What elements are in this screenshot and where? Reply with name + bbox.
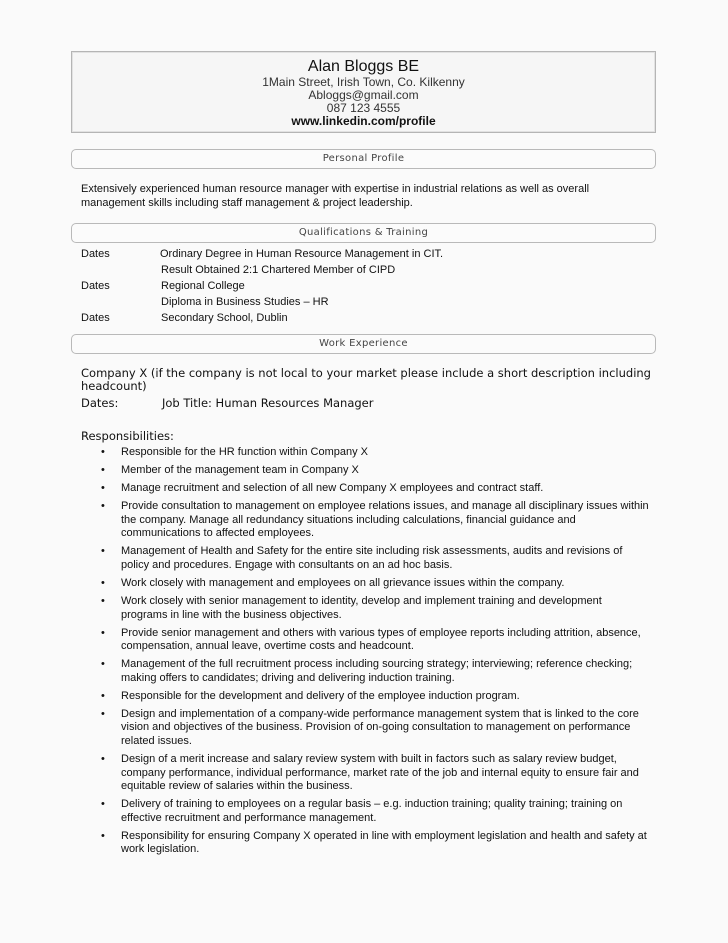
responsibility-text: Work closely with senior management to identity, develop and implement training and development programs in line with the business objectives.: [121, 595, 602, 621]
bullet-icon: •: [101, 798, 105, 811]
responsibility-text: Manage recruitment and selection of all new Company X employees and contract staff.: [121, 482, 544, 495]
responsibility-item: [81, 545, 651, 572]
section-work-experience: Work Experience: [71, 334, 656, 354]
bullet-icon: •: [101, 446, 105, 458]
email: Abloggs@gmail.com: [308, 88, 419, 102]
profile-text: [81, 183, 661, 210]
responsibility-text: Work closely with management and employees on all grievance issues within the company.: [121, 576, 565, 589]
responsibility-text: Design of a merit increase and salary review system with built in factors such as salary review budget, company performance, individual performance, market rate of the job and internal equity to ensure fair and equitable review of salaries within the business.: [121, 753, 639, 793]
responsibility-text: Delivery of training to employees on a regular basis – e.g. induction training; quality training; training on effective recruitment and performance management.: [121, 798, 623, 824]
address: 1Main Street, Irish Town, Co. Kilkenny: [262, 75, 465, 89]
responsibility-text: Design and implementation of a company-wide performance management system that is linked to the core vision and objectives of the business. Provision of on-going consultation to management on performance related issues.: [121, 707, 639, 747]
bullet-icon: •: [101, 576, 105, 589]
responsibility-item: [81, 595, 651, 622]
qualification-value: Diploma in Business Studies – HR: [161, 296, 329, 308]
bullet-icon: •: [101, 658, 105, 671]
bullet-icon: •: [101, 829, 105, 842]
bullet-icon: •: [101, 707, 105, 720]
responsibility-text: Responsible for the development and delivery of the employee induction program.: [121, 689, 520, 702]
responsibility-item: [81, 627, 651, 654]
responsibility-text: Member of the management team in Company X: [121, 464, 359, 477]
bullet-icon: •: [101, 482, 105, 495]
responsibility-item: [81, 708, 651, 749]
responsibility-text: Responsibility for ensuring Company X operated in line with employment legislation and health and safety at work legislation.: [121, 829, 647, 856]
qualification-value: Regional College: [161, 280, 245, 292]
responsibilities-heading: Responsibilities:: [81, 429, 174, 443]
responsibility-item: [81, 690, 651, 704]
qualification-value: Secondary School, Dublin: [161, 312, 288, 324]
responsibility-text: Responsible for the HR function within Company X: [121, 446, 369, 458]
responsibility-item: [81, 577, 651, 591]
linkedin-link[interactable]: www.linkedin.com/profile: [291, 114, 436, 128]
responsibility-text: Provide senior management and others with various types of employee reports including attrition, absence, compensation, annual leave, overtime costs and headcount.: [121, 626, 641, 653]
bullet-icon: •: [101, 545, 105, 558]
bullet-icon: •: [101, 500, 105, 513]
section-personal-profile: Personal Profile: [71, 149, 656, 169]
company-line: headcount): [81, 379, 147, 393]
qualification-dates: Dates: [81, 280, 110, 292]
profile-text-line: Extensively experienced human resource manager with expertise in industrial relations as well as overall: [81, 183, 590, 195]
responsibility-item: [81, 500, 651, 541]
section-qualifications: Qualifications & Training: [71, 223, 656, 243]
responsibility-item: [81, 830, 651, 857]
bullet-icon: •: [101, 689, 105, 702]
responsibilities-list: [81, 446, 651, 861]
responsibility-text: Management of the full recruitment process including sourcing strategy; interviewing; reference checking; making offers to candidates; driving and delivering induction training.: [121, 658, 633, 684]
company-description: [81, 367, 661, 393]
bullet-icon: •: [101, 464, 105, 477]
job-title: Job Title: Human Resources Manager: [162, 396, 374, 410]
bullet-icon: •: [101, 595, 105, 608]
bullet-icon: •: [101, 753, 105, 766]
responsibility-text: Management of Health and Safety for the entire site including risk assessments, audits and revisions of policy and procedures. Engage with consultants on an ad hoc basis.: [121, 545, 623, 571]
candidate-name: Alan Bloggs BE: [307, 58, 420, 75]
contact-header: [71, 51, 656, 133]
qualification-value: Ordinary Degree in Human Resource Management in CIT.: [160, 248, 444, 260]
phone: 087 123 4555: [326, 101, 401, 115]
bullet-icon: •: [101, 626, 105, 639]
responsibility-item: [81, 446, 651, 460]
qualification-value: Result Obtained 2:1 Chartered Member of CIPD: [161, 264, 396, 276]
responsibility-text: Provide consultation to management on employee relations issues, and manage all disciplinary issues within the company. Manage all redundancy situations including calculations, financial guidance and communications to affected employees.: [121, 500, 649, 540]
responsibility-item: [81, 482, 651, 496]
company-line: Company X (if the company is not local to your market please include a short description including: [81, 366, 651, 380]
responsibility-item: [81, 798, 651, 825]
responsibility-item: [81, 753, 651, 794]
qualification-dates: Dates: [81, 248, 110, 260]
responsibility-item: [81, 658, 651, 685]
work-dates-label: Dates:: [81, 396, 119, 410]
profile-text-line: management skills including staff management & project leadership.: [81, 196, 413, 209]
qualification-dates: Dates: [81, 312, 110, 324]
responsibility-item: [81, 464, 651, 478]
